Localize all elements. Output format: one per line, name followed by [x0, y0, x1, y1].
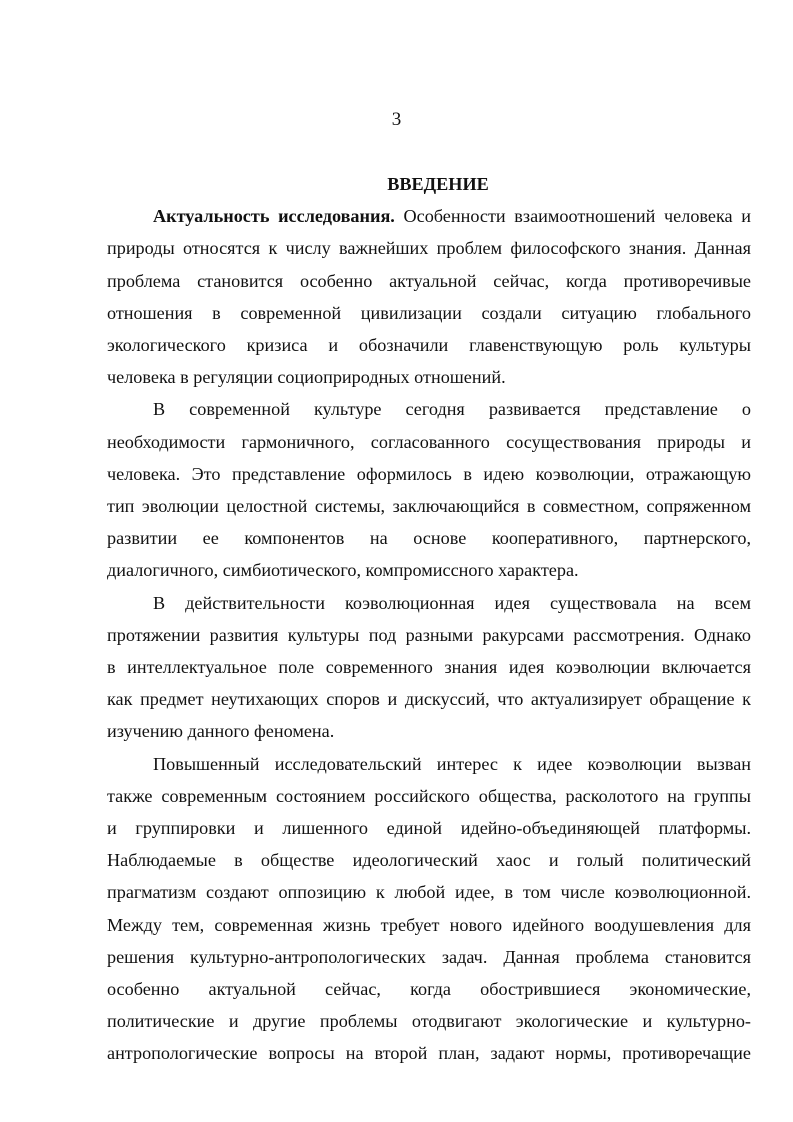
text-line: также современным состоянием российского общества, расколотого на группы	[107, 785, 751, 806]
text-line: протяжении развития культуры под разными ракурсами рассмотрения. Однако	[107, 624, 751, 645]
paragraph-history	[107, 587, 751, 748]
text-line: человека в регуляции социоприродных отношений.	[107, 367, 506, 388]
paragraph-lead: Актуальность исследования.	[153, 206, 395, 227]
text-line: Повышенный исследовательский интерес к идее коэволюции вызван	[153, 753, 751, 774]
page-number: 3	[391, 109, 402, 130]
text-line: диалогичного, симбиотического, компромиссного характера.	[107, 560, 579, 581]
paragraph-relevance	[107, 200, 751, 393]
text-line: решения культурно-антропологических задач. Данная проблема становится	[107, 946, 751, 967]
paragraph-interest	[107, 748, 751, 1070]
text-line: проблема становится особенно актуальной сейчас, когда противоречивые	[107, 270, 751, 291]
text-line: развитии ее компонентов на основе кооперативного, партнерского,	[107, 528, 751, 549]
text-line: и группировки и лишенного единой идейно-объединяющей платформы.	[107, 818, 751, 839]
text-line: Наблюдаемые в обществе идеологический хаос и голый политический	[107, 850, 751, 871]
text-line: природы относятся к числу важнейших проблем философского знания. Данная	[107, 238, 751, 259]
text-line: человека. Это представление оформилось в идею коэволюции, отражающую	[107, 463, 751, 484]
text-line-content: Особенности взаимоотношений человека и	[394, 206, 751, 227]
text-line	[107, 200, 751, 232]
text-line: экологического кризиса и обозначили главенствующую роль культуры	[107, 335, 751, 356]
text-line: особенно актуальной сейчас, когда обострившиеся экономические,	[107, 979, 751, 1000]
text-line: антропологические вопросы на второй план, задают нормы, противоречащие	[107, 1043, 751, 1064]
section-heading: ВВЕДЕНИЕ	[387, 174, 489, 194]
text-line: В современной культуре сегодня развивается представление о	[153, 399, 751, 420]
text-line: в интеллектуальное поле современного знания идея коэволюции включается	[107, 657, 751, 678]
text-line: необходимости гармоничного, согласованного сосуществования природы и	[107, 431, 751, 452]
text-line: тип эволюции целостной системы, заключающийся в совместном, сопряженном	[107, 496, 751, 517]
text-line: политические и другие проблемы отодвигают экологические и культурно-	[107, 1011, 751, 1032]
paragraph-coevolution-idea	[107, 393, 751, 586]
text-line: Между тем, современная жизнь требует нового идейного воодушевления для	[107, 914, 751, 935]
text-line: отношения в современной цивилизации создали ситуацию глобального	[107, 302, 751, 323]
text-line: прагматизм создают оппозицию к любой идее, в том числе коэволюционной.	[107, 882, 751, 903]
text-line: как предмет неутихающих споров и дискуссий, что актуализирует обращение к	[107, 689, 751, 710]
text-line: В действительности коэволюционная идея существовала на всем	[153, 592, 751, 613]
text-line: изучению данного феномена.	[107, 721, 335, 742]
document-body	[107, 168, 751, 1070]
